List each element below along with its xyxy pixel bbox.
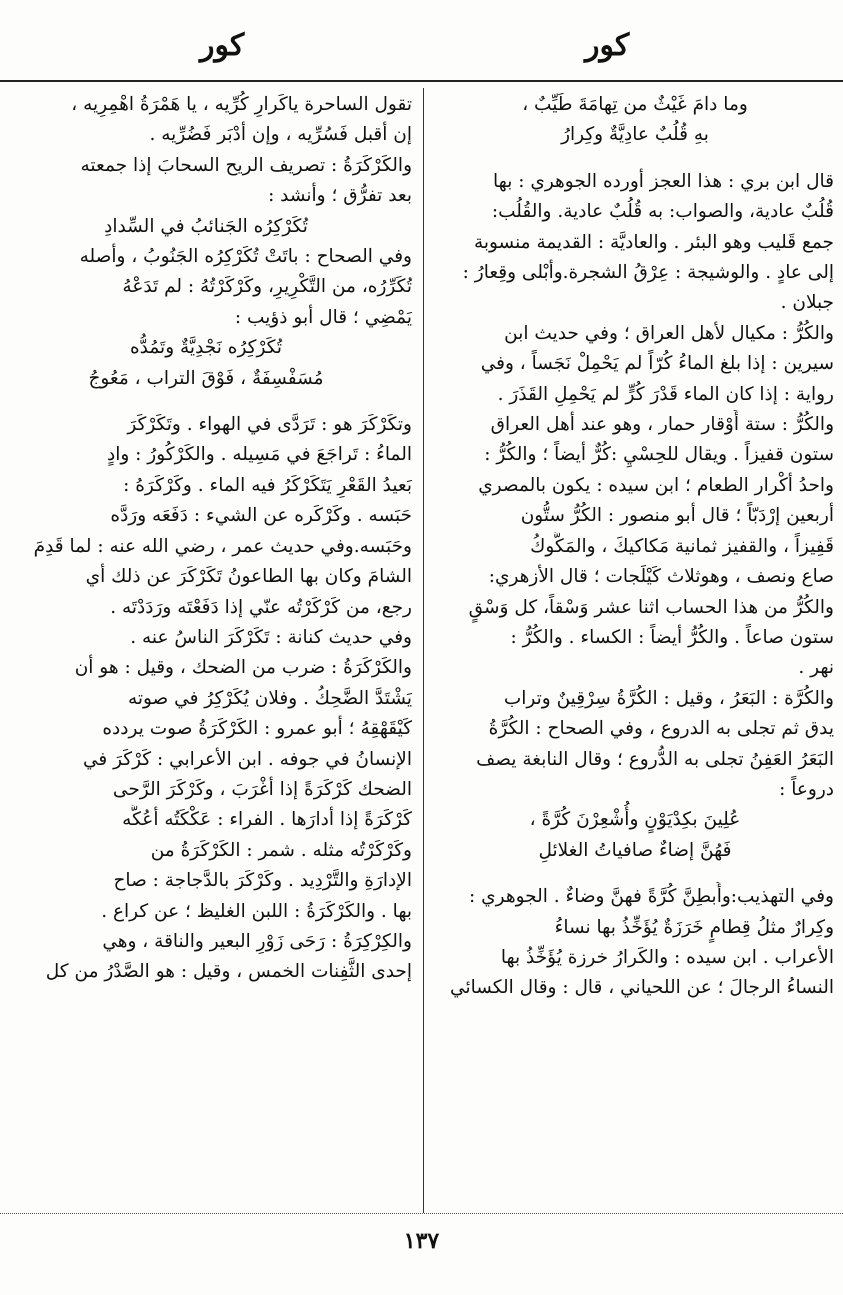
text-line: إن أقبل فَسُرِّيه ، وإن أدْبَر فَضُرِّيه . <box>149 124 412 146</box>
text-line: واحدُ أكْرار الطعام ؛ ابن سيده : يكون بالمصري <box>478 474 834 496</box>
page-number: ١٣٧ <box>403 1228 440 1254</box>
text-line: وكَرْكَرْتُه مثله . شمر : الكَرْكَرَةُ من <box>150 839 412 861</box>
text-line: رجع، من كَرْكَرْتُه عنّي إذا دَفَعْتَه ورَدَدْتَه . <box>110 596 412 618</box>
text-line: قال ابن بري : هذا العجز أورده الجوهري : بها <box>493 170 834 192</box>
verse-line: وما دامَ غَيْثٌ من تِهامَةَ طَيِّبٌ ، <box>522 94 748 115</box>
header-word-left: كور <box>200 28 245 63</box>
text-line: إحدى الثَّفِنات الخمس ، وقيل : هو الصَّدْرُ من كل <box>45 961 412 983</box>
text-line: كَيْقَهْقِهُ ؛ أبو عمرو : الكَرْكَرَةُ صوت يردده <box>102 718 412 740</box>
text-line: الشامَ وكان بها الطاعونُ تَكَرْكَرَ عن ذلك أي <box>85 566 412 588</box>
text-line: وفي حديث كنانة : تَكَرْكَرَ الناسُ عنه . <box>130 626 412 648</box>
text-line: يَمْضِي ؛ قال أبو ذؤيب : <box>234 306 412 328</box>
header-word-right: كور <box>585 28 630 63</box>
header-rule <box>0 80 843 82</box>
text-line: إلى عادٍ . والوشيجة : عِرْقُ الشجرة.وأبْلى وقِعارُ : <box>462 262 834 284</box>
text-line: قَفِيزاً ، والقفيز ثمانية مَكاكيكَ ، والمَكُّوكُ <box>530 535 834 557</box>
text-line: تقول الساحرة ياكَرارِ كُرِّيه ، يا هَمْرَةُ اهْمِرِيه ، <box>71 94 412 115</box>
text-line: صاع ونصف ، وهوثلاث كَيْلَجات ؛ قال الأزهري: <box>488 566 834 588</box>
text-line: الماءُ : تَراجَعَ في مَسِيله . والكَرْكُورُ : وادٍ <box>106 444 412 466</box>
text-line: بَعيدُ القَعْرِ يَتَكَرْكَرُ فيه الماء . وكَرْكَرَهُ : <box>123 474 412 496</box>
column-divider <box>423 88 424 1213</box>
text-line: سيرين : إذا بلغ الماءُ كُرّاً لم يَحْمِلْ نَجَساً ، وفي <box>480 353 834 375</box>
text-line: رواية : إذا كان الماء قَدْرَ كُرٍّ لم يَحْمِلِ القَذَرَ . <box>497 383 834 405</box>
text-line: نهر . <box>798 657 834 679</box>
text-line: جبلان . <box>780 292 834 314</box>
text-line: والكِرْكِرَةُ : رَحَى زَوْرِ البعير والناقة ، وهي <box>102 930 412 952</box>
text-line: النساءُ الرجالَ ؛ عن اللحياني ، قال : وقال الكسائي <box>450 977 834 999</box>
text-line: البَعَرُ العَفِنُ تجلى به الدُّروع ؛ وقال النابغة يصف <box>476 748 834 770</box>
text-line: ستون صاعاً . والكُرُّ أيضاً : الكساء . والكُرُّ : <box>510 626 834 648</box>
verse-line: تُكَرْكِرُه الجَنائبُ في السِّدادِ <box>104 215 308 237</box>
text-line: والكَرْكَرَةُ : ضرب من الضحك ، وقيل : هو أن <box>74 657 412 679</box>
text-line: والكُرَّة : البَعَرُ ، وقيل : الكُرَّةُ سِرْقِينٌ وتراب <box>503 687 834 709</box>
text-line: وفي التهذيب:وأُبطِنَّ كُرَّةً فهنَّ وضاءٌ . الجوهري : <box>469 886 834 908</box>
verse-line: مُسَفْسِفَةٌ ، فَوْقَ التراب ، مَعُوجُ <box>88 367 324 389</box>
verse-gap <box>0 394 412 410</box>
text-line: وحَبَسه.وفي حديث عمر ، رضي الله عنه : لما قَدِمَ <box>33 535 412 557</box>
text-line: قُلُبٌ عادية، والصواب: به قُلُبٌ عادية. والقُلُب: <box>491 201 834 223</box>
verse-line: فَهُنَّ إضاءٌ صافياتُ الغلائلِ <box>538 839 732 861</box>
text-line: والكُرُّ من هذا الحساب اثنا عشر وَسْقاً، كل وَسْقٍ <box>468 596 834 618</box>
verse-line: عُلِينَ بكِدْيَوْنٍ وأُشْعِرْنَ كُرَّةً ، <box>529 809 741 831</box>
text-line: وكِرارٌ مثلُ قِطامٍ خَرَزَةٌ يُؤَخِّذُ بها نساءُ <box>554 916 834 938</box>
verse-gap <box>436 151 834 167</box>
text-line: الأعراب . ابن سيده : والكَرارُ خرزة يُؤَخِّذُ بها <box>500 946 834 968</box>
left-column <box>0 90 412 1208</box>
text-line: يَشْتَدَّ الضَّحِكُ . وفلان يُكَرْكِرُ في صوته <box>127 687 412 709</box>
text-line: كَرْكَرَةً إذا أدارَها . الفراء : عَكْكَتُه أعُكُّه <box>122 809 412 831</box>
text-line: جمع قَليب وهو البئر . والعاديَّة : القديمة منسوبة <box>473 231 834 253</box>
right-column <box>436 90 834 1208</box>
text-line: يدق ثم تجلى به الدروع ، وفي الصحاح : الكُرَّةُ <box>488 718 834 740</box>
text-line: الإدارَةِ والتَّرْدِيد . وكَرْكَرَ بالدَّجاجة : صاح <box>113 870 412 892</box>
text-line: دروعاً : <box>779 778 834 800</box>
text-line: بعد تفرُّق ؛ وأنشد : <box>268 185 412 207</box>
text-line: حَبَسه . وكَرْكَره عن الشيء : دَفَعَه ورَدَّه <box>110 505 412 527</box>
text-line: الضحك كَرْكَرَةً إذا أغْرَبَ ، وكَرْكَرَ الرَّحى <box>112 778 412 800</box>
verse-line: بهِ قُلُبٌ عادِيَّةٌ وكِرارُ <box>561 124 709 146</box>
text-line: ستون قفيزاً . ويقال للحِسْيِ :كُرٌّ أيضاً ؛ والكُرُّ : <box>484 444 834 466</box>
text-line: بها . والكَرْكَرَةُ : اللبن الغليظ ؛ عن كراع . <box>101 900 412 922</box>
text-line: وتكَرْكَرَ هو : تَرَدَّى في الهواء . وتَكَرْكَرَ <box>127 414 412 436</box>
verse-line: تُكَرْكِرُه نَجْدِيَّةٌ وتَمُدُّه <box>129 337 283 359</box>
text-line: والكَرْكَرَةُ : تصريف الريح السحابَ إذا جمعته <box>80 154 412 176</box>
text-line: أربعين إرْدَبّاً ؛ قال أبو منصور : الكُرُّ ستُّون <box>520 505 834 527</box>
text-line: تُكَرِّرُه، من التَّكْرِيرِ، وكَرْكَرْتُهُ : لم تَدَعْهُ <box>122 276 412 298</box>
footer-rule <box>0 1213 843 1214</box>
text-line: الإنسانُ في جوفه . ابن الأعرابي : كَرْكَرَ في <box>82 748 412 770</box>
text-line: والكُرُّ : ستة أَوْقار حمار ، وهو عند أهل العراق <box>490 414 834 436</box>
text-line: وفي الصحاح : باتَتْ تُكَرْكِرُه الجَنُوبُ ، وأصله <box>79 246 412 268</box>
verse-gap <box>436 866 834 882</box>
text-line: والكُرُّ : مكيال لأهل العراق ؛ وفي حديث ابن <box>504 322 834 344</box>
